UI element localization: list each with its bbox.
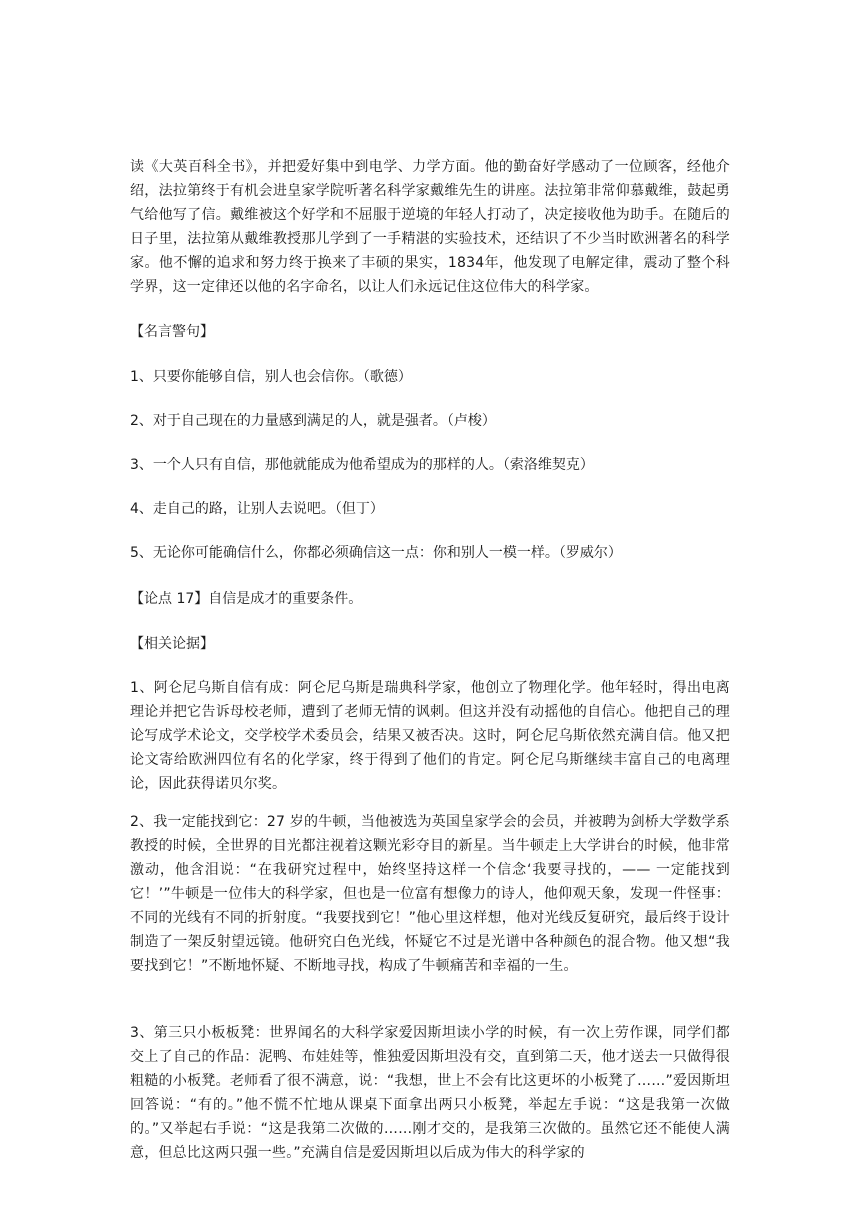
- quote-item: 2、对于自己现在的力量感到满足的人，就是强者。（卢梭）: [130, 413, 496, 429]
- evidence-paragraph: 2、我一定能找到它：27 岁的牛顿，当他被选为英国皇家学会的会员，并被聘为剑桥大学数学系教授的时候，全世界的目光都注视着这颗光彩夺目的新星。当牛顿走上大学讲台的时候，他非常激动，他含泪说：“在我研究过程中，始终坚持这样一个信念‘我要寻找的，—— 一定能找到它！’”牛顿是一位伟大的科学家，但也是一位富有想像力的诗人，他仰观天象，发现一件怪事：不同的光线有不同的折射度。“我要找到它！”他心里这样想，他对光线反复研究，最后终于设计制造了一架反射望远镜。他研究白色光线，怀疑它不过是光谱中各种颜色的混合物。他又想“我要找到它！”不断地怀疑、不断地寻找，构成了牛顿痛苦和幸福的一生。: [130, 814, 730, 974]
- quote-item: 1、只要你能够自信，别人也会信你。（歌德）: [130, 369, 412, 385]
- quote-item: 4、走自己的路，让别人去说吧。（但丁）: [130, 501, 384, 517]
- evidence-heading: 【相关论据】: [130, 636, 214, 652]
- intro-paragraph: 读《大英百科全书》，并把爱好集中到电学、力学方面。他的勤奋好学感动了一位顾客，经他介绍，法拉第终于有机会进皇家学院听著名科学家戴维先生的讲座。法拉第非常仰慕戴维，鼓起勇气给他写了信。戴维被这个好学和不屈服于逆境的年轻人打动了，决定接收他为助手。在随后的日子里，法拉第从戴维教授那儿学到了一手精湛的实验技术，还结识了不少当时欧洲著名的科学家。他不懈的追求和努力终于换来了丰硕的果实，1834年，他发现了电解定律，震动了整个科学界，这一定律还以他的名字命名，以让人们永远记住这位伟大的科学家。: [130, 159, 730, 295]
- quote-item: 3、一个人只有自信，那他就能成为他希望成为的那样的人。（索洛维契克）: [130, 457, 594, 473]
- quotes-heading: 【名言警句】: [130, 324, 214, 340]
- evidence-paragraph: 3、第三只小板板凳：世界闻名的大科学家爱因斯坦读小学的时候，有一次上劳作课，同学们都交上了自己的作品：泥鸭、布娃娃等，惟独爱因斯坦没有交，直到第二天，他才送去一只做得很粗糙的小板凳。老师看了很不满意，说：“我想，世上不会有比这更坏的小板凳了……”爱因斯坦回答说：“有的。”他不慌不忙地从课桌下面拿出两只小板凳，举起左手说：“这是我第一次做的。”又举起右手说：“这是我第二次做的……刚才交的，是我第三次做的。虽然它还不能使人满意，但总比这两只强一些。”充满自信是爱因斯坦以后成为伟大的科学家的: [130, 1025, 730, 1161]
- argument-heading: 【论点 17】自信是成才的重要条件。: [130, 591, 363, 607]
- evidence-paragraph: 1、阿仑尼乌斯自信有成：阿仑尼乌斯是瑞典科学家，他创立了物理化学。他年轻时，得出电离理论并把它告诉母校老师，遭到了老师无情的讽刺。但这并没有动摇他的自信心。他把自己的理论写成学术论文，交学校学术委员会，结果又被否决。这时，阿仑尼乌斯依然充满自信。他又把论文寄给欧洲四位有名的化学家，终于得到了他们的肯定。阿仑尼乌斯继续丰富自己的电离理论，因此获得诺贝尔奖。: [130, 680, 730, 792]
- quote-item: 5、无论你可能确信什么，你都必须确信这一点：你和别人一模一样。（罗威尔）: [130, 545, 622, 561]
